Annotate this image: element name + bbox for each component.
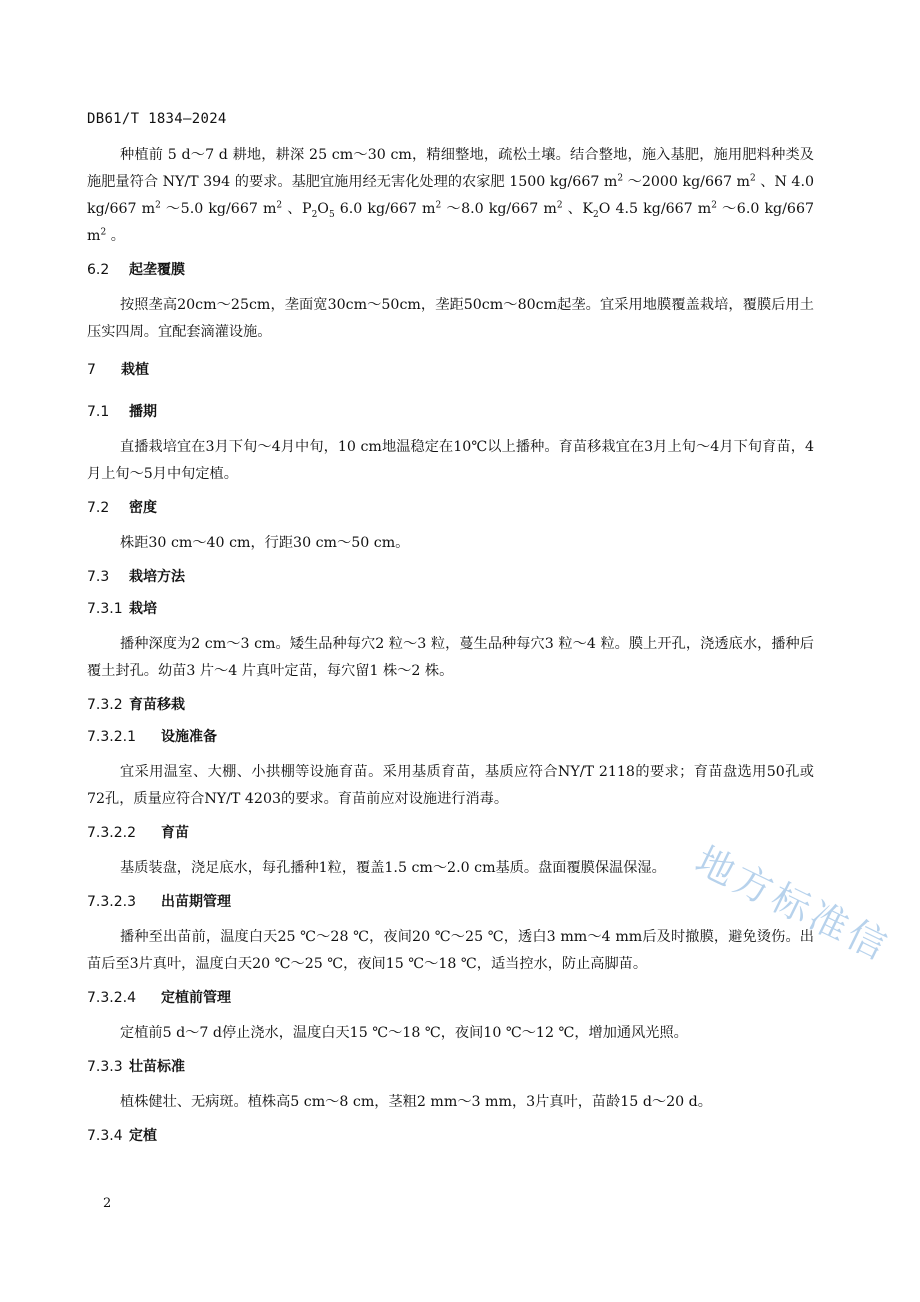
text-run: ～2000 kg/667 m: [623, 174, 751, 190]
section-7-1-heading: [87, 402, 814, 422]
text-run: ～8.0 kg/667 m: [441, 201, 557, 217]
section-7-3-2-1-heading: [87, 727, 814, 747]
section-title: 播期: [129, 404, 157, 420]
section-title: 育苗移栽: [129, 697, 185, 713]
section-number: 7.3: [87, 569, 110, 585]
section-6-2-heading: [87, 260, 814, 280]
text-run: 、P: [282, 201, 312, 217]
subscript: 2: [311, 209, 318, 220]
section-7-3-2-4-heading: [87, 988, 814, 1008]
section-7-3-heading: [87, 567, 814, 587]
section-title: 壮苗标准: [129, 1059, 185, 1075]
text-run: ～5.0 kg/667 m: [160, 201, 277, 217]
text-run: ～6.0 kg/667 m: [87, 201, 814, 244]
section-7-3-4-heading: [87, 1126, 814, 1146]
section-title: 育苗: [161, 825, 189, 841]
section-7-3-3-heading: [87, 1057, 814, 1077]
standard-code: DB61/T 1834—2024: [87, 111, 227, 127]
section-7-3-2-3-heading: [87, 892, 814, 912]
section-number: 7.2: [87, 500, 110, 516]
section-7-heading: [87, 360, 814, 380]
section-title: 设施准备: [161, 729, 217, 745]
paragraph-facility-preparation: 宜采用温室、大棚、小拱棚等设施育苗。采用基质育苗，基质应符合NY/T 2118的要求；育苗盘选用50孔或72孔，质量应符合NY/T 4203的要求。育苗前应对设施进行消毒。: [87, 764, 814, 807]
watermark-text: 地方标准信: [688, 838, 897, 970]
section-7-3-1-heading: [87, 599, 814, 619]
section-7-3-2-2-heading: [87, 823, 814, 843]
subscript: 2: [593, 209, 599, 220]
section-number: 7.3.2.4: [87, 990, 136, 1006]
section-title: 起垄覆膜: [129, 262, 185, 278]
superscript: 2: [276, 200, 283, 211]
paragraph-seedling-raising: 基质装盘，浇足底水，每孔播种1粒，覆盖1.5 cm～2.0 cm基质。盘面覆膜保温保湿。: [120, 860, 666, 876]
section-title: 栽培: [129, 601, 157, 617]
section-number: 7.3.2.3: [87, 894, 136, 910]
subscript: 5: [328, 209, 335, 220]
section-title: 出苗期管理: [161, 894, 231, 910]
text-run: 6.0 kg/667 m: [334, 201, 436, 217]
text-run: O 4.5 kg/667 m: [598, 201, 712, 217]
page-number: 2: [103, 1196, 112, 1211]
superscript: 2: [750, 173, 756, 184]
section-number: 7.3.2.1: [87, 729, 136, 745]
paragraph-direct-sowing: 播种深度为2 cm～3 cm。矮生品种每穴2 粒～3 粒，蔓生品种每穴3 粒～4 粒。膜上开孔，浇透底水，播种后覆土封孔。幼苗3 片～4 片真叶定苗，每穴留1 株～2 株。: [87, 636, 814, 679]
section-title: 定植: [129, 1128, 157, 1144]
paragraph-ridging: 按照垄高20cm～25cm，垄面宽30cm～50cm，垄距50cm～80cm起垄。宜采用地膜覆盖栽培，覆膜后用土压实四周。宜配套滴灌设施。: [87, 297, 814, 340]
section-7-3-2-heading: [87, 695, 814, 715]
superscript: 2: [617, 173, 624, 184]
text-run: 、N 4.0 kg/667 m: [87, 174, 814, 217]
section-number: 7.3.4: [87, 1128, 123, 1144]
paragraph-emergence-management: 播种至出苗前，温度白天25 ℃～28 ℃，夜间20 ℃～25 ℃，透白3 mm～4 mm后及时撤膜，避免烫伤。出苗后至3片真叶，温度白天20 ℃～25 ℃，夜间15 ℃～18 ℃，适当控水，防止高脚苗。: [87, 929, 814, 972]
superscript: 2: [435, 200, 442, 211]
superscript: 2: [155, 200, 161, 211]
section-number: 7.3.2: [87, 697, 123, 713]
paragraph-soil-preparation: [87, 142, 814, 250]
paragraph-pre-planting-management: 定植前5 d～7 d停止浇水，温度白天15 ℃～18 ℃，夜间10 ℃～12 ℃，增加通风光照。: [120, 1025, 688, 1041]
superscript: 2: [711, 200, 717, 211]
section-title: 栽培方法: [129, 569, 185, 585]
section-7-2-heading: [87, 498, 814, 518]
section-number: 7.1: [87, 404, 110, 420]
text-run: 、K: [562, 201, 594, 217]
paragraph-sowing-period: 直播栽培宜在3月下旬～4月中旬，10 cm地温稳定在10℃以上播种。育苗移栽宜在3月上旬～4月下旬育苗，4月上旬～5月中旬定植。: [87, 439, 814, 482]
section-title: 定植前管理: [161, 990, 231, 1006]
text-run: O: [317, 201, 329, 217]
text-run: 。: [106, 228, 125, 244]
section-number: 6.2: [87, 262, 110, 278]
section-number: 7.3.3: [87, 1059, 123, 1075]
superscript: 2: [556, 200, 563, 211]
section-number: 7.3.2.2: [87, 825, 136, 841]
section-title: 栽植: [121, 362, 149, 378]
paragraph-strong-seedling-standard: 植株健壮、无病斑。植株高5 cm～8 cm，茎粗2 mm～3 mm，3片真叶，苗龄15 d～20 d。: [120, 1094, 712, 1110]
section-number: 7.3.1: [87, 601, 123, 617]
document-body: [87, 142, 814, 1158]
superscript: 2: [100, 227, 107, 238]
section-title: 密度: [129, 500, 157, 516]
paragraph-density: 株距30 cm～40 cm，行距30 cm～50 cm。: [120, 535, 410, 551]
text-run: 种植前 5 d～7 d 耕地，耕深 25 cm～30 cm，精细整地，疏松土壤。结合整地，施入基肥，施用肥料种类及施肥量符合 NY/T 394 的要求。基肥宜施用经无害化处理的农家肥 1500 kg/667 m: [87, 147, 814, 190]
section-number: 7: [87, 362, 96, 378]
